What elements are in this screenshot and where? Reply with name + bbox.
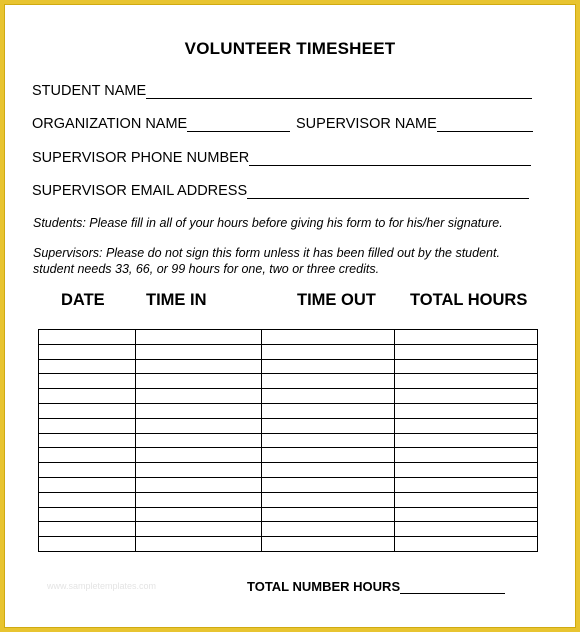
date-cell[interactable] <box>39 522 136 537</box>
time-in-cell[interactable] <box>135 359 261 374</box>
time-in-cell[interactable] <box>135 537 261 552</box>
timesheet-table <box>38 329 538 552</box>
supervisors-note: Supervisors: Please do not sign this form unless it has been filled out by the student. <box>33 246 500 260</box>
date-cell[interactable] <box>39 448 136 463</box>
time-out-cell[interactable] <box>261 359 395 374</box>
date-cell[interactable] <box>39 477 136 492</box>
column-header-time-in: TIME IN <box>146 291 207 309</box>
table-row <box>39 403 538 418</box>
date-cell[interactable] <box>39 389 136 404</box>
table-row <box>39 418 538 433</box>
time-in-cell[interactable] <box>135 477 261 492</box>
time-in-cell[interactable] <box>135 463 261 478</box>
time-in-cell[interactable] <box>135 433 261 448</box>
date-cell[interactable] <box>39 344 136 359</box>
supervisor-phone-label: SUPERVISOR PHONE NUMBER <box>32 150 250 166</box>
watermark: www.sampletemplates.com <box>47 581 157 591</box>
total-hours-cell[interactable] <box>395 537 538 552</box>
table-row <box>39 389 538 404</box>
table-row <box>39 330 538 345</box>
supervisor-email-label: SUPERVISOR EMAIL ADDRESS <box>32 183 248 199</box>
table-row <box>39 448 538 463</box>
table-row <box>39 492 538 507</box>
time-in-cell[interactable] <box>135 418 261 433</box>
total-hours-label: TOTAL NUMBER HOURS <box>247 579 401 594</box>
student-name-field <box>32 83 532 99</box>
time-out-cell[interactable] <box>261 403 395 418</box>
students-note: Students: Please fill in all of your hours before giving his form to for his/her signature. <box>33 216 503 230</box>
column-header-date: DATE <box>61 291 105 309</box>
organization-name-field <box>32 116 290 132</box>
time-out-cell[interactable] <box>261 448 395 463</box>
total-hours-cell[interactable] <box>395 330 538 345</box>
total-hours-cell[interactable] <box>395 344 538 359</box>
time-out-cell[interactable] <box>261 507 395 522</box>
column-header-total-hours: TOTAL HOURS <box>410 291 528 309</box>
total-hours-cell[interactable] <box>395 433 538 448</box>
time-out-cell[interactable] <box>261 344 395 359</box>
date-cell[interactable] <box>39 537 136 552</box>
total-hours-field <box>247 579 505 594</box>
organization-name-label: ORGANIZATION NAME <box>32 116 188 132</box>
total-hours-cell[interactable] <box>395 389 538 404</box>
table-row <box>39 522 538 537</box>
time-in-cell[interactable] <box>135 448 261 463</box>
time-out-cell[interactable] <box>261 537 395 552</box>
supervisor-email-input-line[interactable] <box>247 184 529 199</box>
table-row <box>39 463 538 478</box>
time-out-cell[interactable] <box>261 389 395 404</box>
total-hours-cell[interactable] <box>395 492 538 507</box>
time-in-cell[interactable] <box>135 507 261 522</box>
time-out-cell[interactable] <box>261 477 395 492</box>
date-cell[interactable] <box>39 433 136 448</box>
student-name-label: STUDENT NAME <box>32 83 147 99</box>
table-row <box>39 433 538 448</box>
time-out-cell[interactable] <box>261 522 395 537</box>
time-in-cell[interactable] <box>135 403 261 418</box>
column-header-time-out: TIME OUT <box>297 291 376 309</box>
total-hours-cell[interactable] <box>395 418 538 433</box>
credits-note: student needs 33, 66, or 99 hours for one, two or three credits. <box>33 262 380 276</box>
time-in-cell[interactable] <box>135 522 261 537</box>
timesheet-page <box>4 4 576 628</box>
total-hours-cell[interactable] <box>395 359 538 374</box>
date-cell[interactable] <box>39 330 136 345</box>
time-out-cell[interactable] <box>261 492 395 507</box>
table-row <box>39 507 538 522</box>
time-out-cell[interactable] <box>261 374 395 389</box>
time-in-cell[interactable] <box>135 344 261 359</box>
table-row <box>39 344 538 359</box>
total-hours-cell[interactable] <box>395 403 538 418</box>
time-out-cell[interactable] <box>261 330 395 345</box>
date-cell[interactable] <box>39 463 136 478</box>
total-hours-cell[interactable] <box>395 522 538 537</box>
time-out-cell[interactable] <box>261 418 395 433</box>
total-hours-cell[interactable] <box>395 507 538 522</box>
date-cell[interactable] <box>39 403 136 418</box>
time-out-cell[interactable] <box>261 433 395 448</box>
supervisor-phone-field <box>32 150 531 166</box>
total-hours-input-line[interactable] <box>400 580 505 594</box>
total-hours-cell[interactable] <box>395 374 538 389</box>
table-row <box>39 537 538 552</box>
total-hours-cell[interactable] <box>395 463 538 478</box>
supervisor-email-field <box>32 183 529 199</box>
form-title: VOLUNTEER TIMESHEET <box>184 39 396 58</box>
total-hours-cell[interactable] <box>395 448 538 463</box>
student-name-input-line[interactable] <box>146 84 532 99</box>
table-row <box>39 359 538 374</box>
table-row <box>39 477 538 492</box>
table-row <box>39 374 538 389</box>
date-cell[interactable] <box>39 507 136 522</box>
date-cell[interactable] <box>39 418 136 433</box>
time-in-cell[interactable] <box>135 389 261 404</box>
supervisor-name-field <box>296 116 533 132</box>
date-cell[interactable] <box>39 374 136 389</box>
time-in-cell[interactable] <box>135 374 261 389</box>
supervisor-name-label: SUPERVISOR NAME <box>296 116 437 132</box>
date-cell[interactable] <box>39 492 136 507</box>
time-in-cell[interactable] <box>135 330 261 345</box>
time-in-cell[interactable] <box>135 492 261 507</box>
supervisor-name-input-line[interactable] <box>437 117 533 132</box>
organization-name-input-line[interactable] <box>187 117 290 132</box>
supervisor-phone-input-line[interactable] <box>249 151 531 166</box>
date-cell[interactable] <box>39 359 136 374</box>
total-hours-cell[interactable] <box>395 477 538 492</box>
time-out-cell[interactable] <box>261 463 395 478</box>
